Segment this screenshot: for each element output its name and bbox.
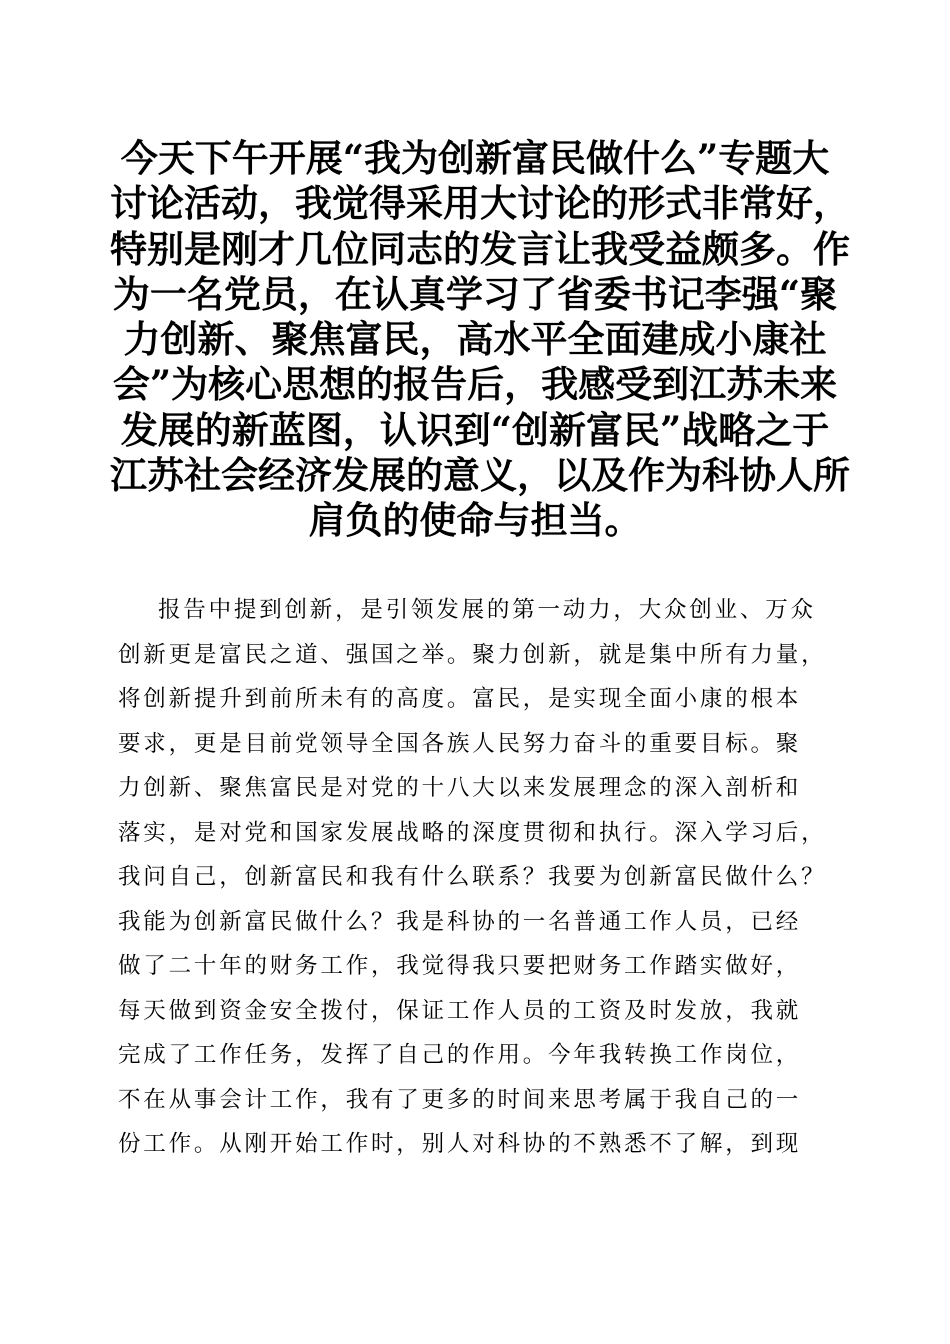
body-line: 每天做到资金安全拨付，保证工作人员的工资及时发放，我就 — [118, 997, 802, 1024]
title-line: 今天下午开展“我为创新富民做什么”专题大 — [120, 136, 830, 180]
body-line: 创新更是富民之道、强国之举。聚力创新，就是集中所有力量， — [118, 641, 827, 668]
title-line: 会”为核心思想的报告后，我感受到江苏未来 — [112, 362, 838, 407]
body-line: 力创新、聚焦富民是对党的十八大以来发展理念的深入剖析和 — [118, 775, 802, 801]
body-line: 要求，更是目前党领导全国各族人民努力奋斗的重要目标。聚 — [118, 730, 802, 757]
title-line: 力创新、聚焦富民，高水平全面建成小康社 — [123, 317, 827, 362]
body-line: 将创新提升到前所未有的高度。富民，是实现全面小康的根本 — [118, 686, 802, 712]
body-line: 完成了工作任务，发挥了自己的作用。今年我转换工作岗位， — [118, 1042, 802, 1068]
title-line: 讨论活动，我觉得采用大讨论的形式非常好， — [110, 181, 850, 226]
title-line: 肩负的使命与担当。 — [308, 498, 642, 543]
body-line: 份工作。从刚开始工作时，别人对科协的不熟悉不了解，到现 — [118, 1131, 802, 1157]
body-line: 我问自己，创新富民和我有什么联系？我要为创新富民做什么？ — [118, 864, 827, 890]
body-paragraph — [118, 588, 838, 1167]
document-title — [110, 136, 850, 544]
body-line: 落实，是对党和国家发展战略的深度贯彻和执行。深入学习后， — [118, 819, 827, 846]
body-line: 做了二十年的财务工作，我觉得我只要把财务工作踏实做好， — [118, 953, 802, 979]
title-line: 为一名党员，在认真学习了省委书记李强“聚 — [112, 271, 838, 316]
title-line: 发展的新蓝图，认识到“创新富民”战略之于 — [120, 407, 830, 452]
title-line: 江苏社会经济发展的意义，以及作为科协人所 — [110, 453, 850, 498]
title-line: 特别是刚才几位同志的发言让我受益颇多。作 — [110, 226, 850, 271]
body-line: 我能为创新富民做什么？我是科协的一名普通工作人员，已经 — [118, 908, 802, 935]
body-line: 不在从事会计工作，我有了更多的时间来思考属于我自己的一 — [118, 1086, 802, 1113]
body-line: 报告中提到创新，是引领发展的第一动力，大众创业、万众 — [158, 597, 816, 623]
